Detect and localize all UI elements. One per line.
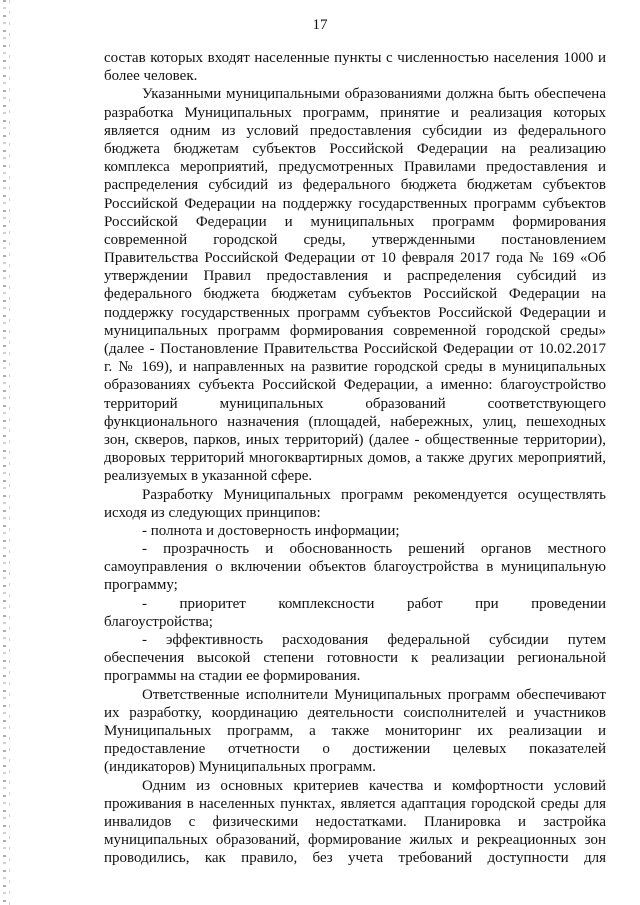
text-line: муниципальных образований, формирование жилых и рекреационных зон [104, 832, 606, 849]
text-line: Ответственные исполнители Муниципальных программ обеспечивают [142, 686, 606, 703]
text-line: дворовых территорий многоквартирных домов, а также других мероприятий, [104, 450, 606, 467]
paragraph [104, 540, 606, 595]
text-line: программу; [104, 577, 178, 594]
page-number: 17 [312, 17, 328, 33]
text-line: муниципальных программ формирования современной городской среды» [104, 322, 606, 339]
text-line: проживания в населенных пунктах, является адаптация городской среды для [104, 795, 606, 812]
paragraph [104, 631, 606, 686]
text-line: инвалидов с физическими недостатками. Планировка и застройка [104, 813, 606, 830]
text-line: современной городской среды, утвержденными постановлением [104, 231, 606, 248]
document-body [104, 49, 606, 867]
text-line: функционального назначения (площадей, набережных, улиц, пешеходных [104, 413, 606, 430]
text-line: Российской Федерации на поддержку государственных программ субъектов [104, 195, 606, 212]
text-line: Одним из основных критериев качества и комфортности условий [142, 777, 606, 794]
text-line: - полнота и достоверность информации; [142, 522, 400, 539]
text-line: более человек. [104, 68, 198, 85]
text-line: программы на стадии ее формирования. [104, 668, 361, 685]
text-line: Указанными муниципальными образованиями должна быть обеспечена [142, 86, 606, 103]
text-line: предоставление отчетности о достижении целевых показателей [104, 741, 606, 758]
scan-edge-artifact [3, 0, 6, 905]
text-line: образованиях субъекта Российской Федерации, а именно: благоустройство [104, 377, 606, 394]
text-line: комплекса мероприятий, предусмотренных Правилами предоставления и [104, 159, 606, 176]
text-line: исходя из следующих принципов: [104, 504, 321, 521]
text-line: - приоритет комплексности работ при проведении [142, 595, 606, 612]
text-line: разработка Муниципальных программ, принятие и реализация которых [104, 104, 606, 121]
text-line: обеспечения высокой степени готовности к реализации региональной [104, 650, 606, 667]
text-line: территорий муниципальных образований соответствующего [104, 395, 606, 412]
text-line: Российской Федерации и муниципальных программ формирования [104, 213, 606, 230]
scan-edge-artifact-secondary [9, 0, 10, 905]
text-line: бюджета бюджетам субъектов Российской Федерации на реализацию [104, 140, 606, 157]
text-line: их разработку, координацию деятельности соисполнителей и участников [104, 704, 606, 721]
text-line: распределения субсидий из федерального бюджета бюджетам субъектов [104, 177, 606, 194]
text-line: - прозрачность и обоснованность решений органов местного [142, 541, 606, 558]
paragraph [104, 522, 606, 540]
text-line: состав которых входят населенные пункты с численностью населения 1000 и [104, 50, 606, 66]
text-line: проводились, как правило, без учета требований доступности для [104, 850, 606, 867]
text-line: утверждении Правил предоставления и распределения субсидий из [104, 268, 606, 285]
paragraph [104, 686, 606, 777]
text-line: федерального бюджета бюджетам субъектов Российской Федерации на [104, 286, 606, 303]
text-line: (индикаторов) Муниципальных программ. [104, 759, 376, 776]
paragraph [104, 49, 606, 85]
paragraph [104, 85, 606, 485]
text-line: реализуемых в указанной сфере. [104, 468, 313, 485]
text-line: поддержку государственных программ субъектов Российской Федерации и [104, 304, 606, 321]
text-line: является одним из условий предоставления субсидии из федерального [104, 122, 606, 139]
text-line: г. № 169), и направленных на развитие городской среды в муниципальных [104, 359, 606, 376]
text-line: - эффективность расходования федеральной субсидии путем [142, 632, 606, 648]
text-line: зон, скверов, парков, иных территорий) (далее - общественные территории), [104, 431, 606, 448]
text-line: Правительства Российской Федерации от 10 февраля 2017 года № 169 «Об [104, 250, 606, 267]
text-line: Муниципальных программ, а также мониторинг их реализации и [104, 722, 606, 739]
text-line: Разработку Муниципальных программ рекомендуется осуществлять [142, 486, 606, 503]
text-line: благоустройства; [104, 613, 213, 630]
paragraph [104, 777, 606, 868]
text-line: (далее - Постановление Правительства Российской Федерации от 10.02.2017 [104, 341, 606, 357]
paragraph [104, 486, 606, 522]
paragraph [104, 595, 606, 631]
text-line: самоуправления о включении объектов благоустройства в муниципальную [104, 559, 606, 576]
